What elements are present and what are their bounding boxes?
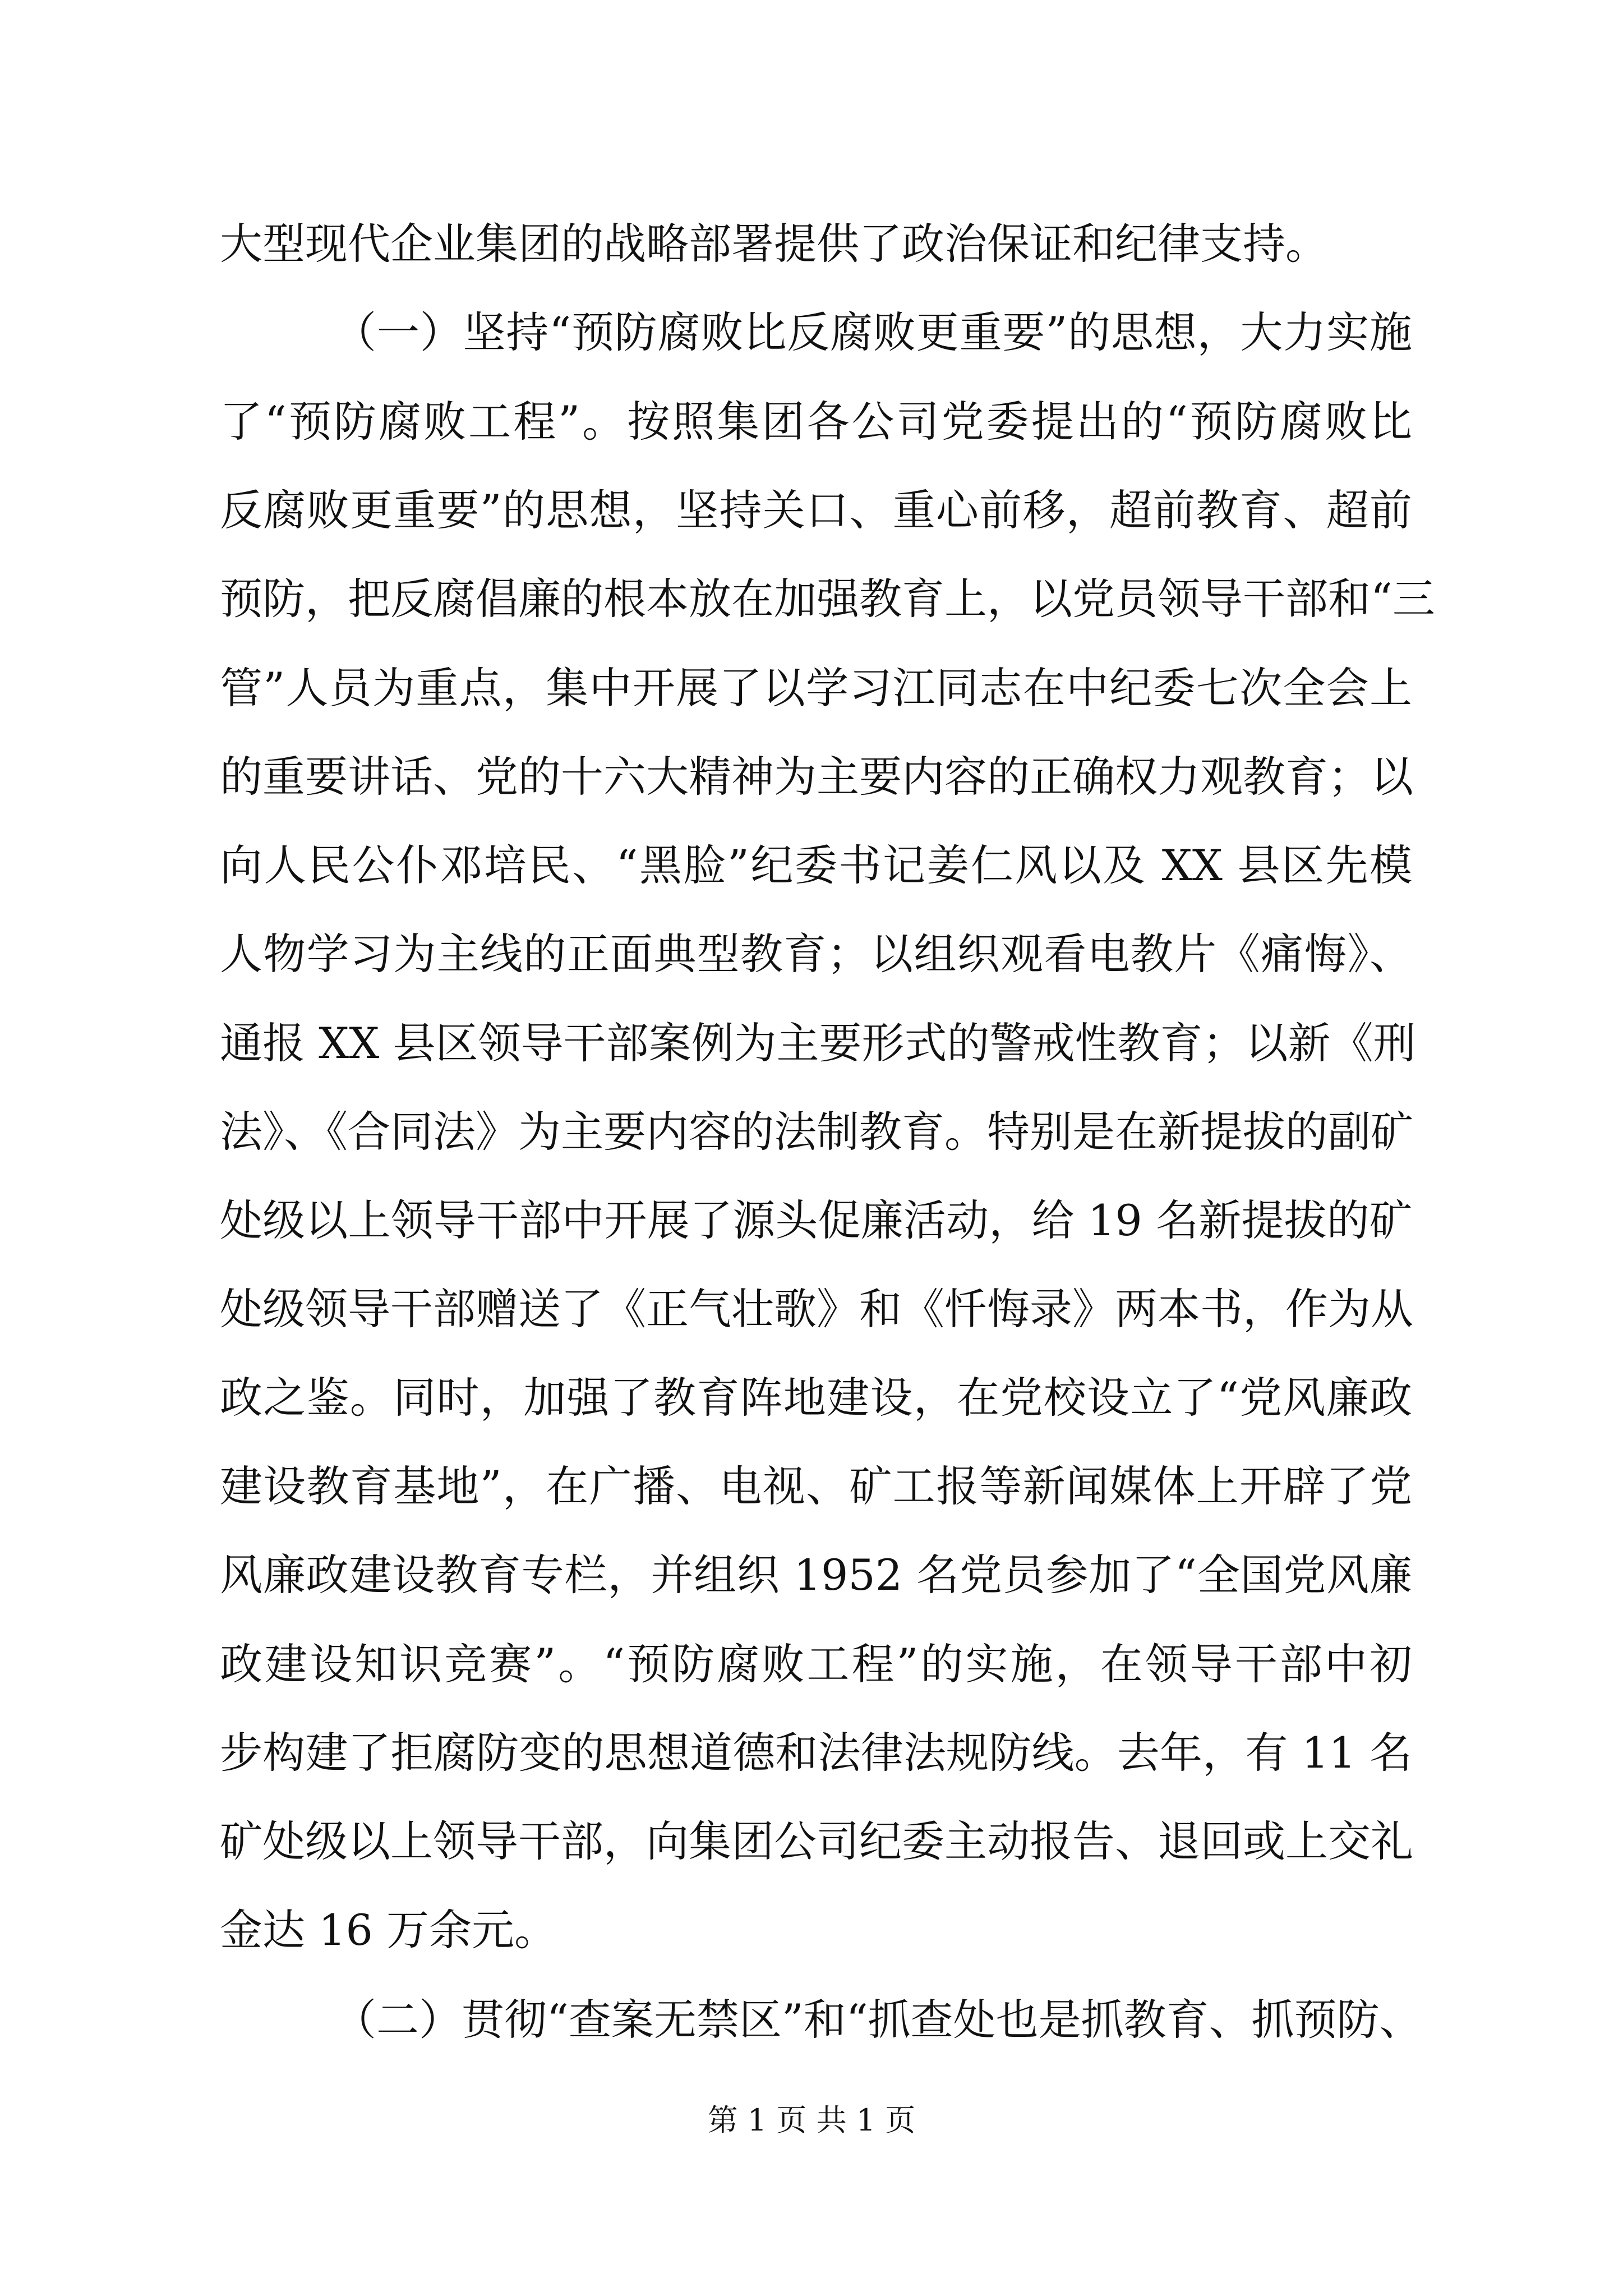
- text-line: 政之鉴。同时，加强了教育阵地建设，在党校设立了“党风廉政: [220, 1373, 1412, 1423]
- text-line: 政建设知识竞赛”。“预防腐败工程”的实施，在领导干部中初: [220, 1639, 1412, 1689]
- text-line: 反腐败更重要”的思想，坚持关口、重心前移，超前教育、超前: [220, 485, 1412, 535]
- text-line: 风廉政建设教育专栏，并组织 1952 名党员参加了“全国党风廉: [220, 1550, 1412, 1600]
- text-line: 了“预防腐败工程”。按照集团各公司党委提出的“预防腐败比: [220, 397, 1412, 447]
- text-line: 管”人员为重点，集中开展了以学习江同志在中纪委七次全会上: [220, 663, 1412, 713]
- text-line: 向人民公仆邓培民、“黑脸”纪委书记姜仁风以及 XX 县区先模: [220, 840, 1412, 890]
- text-line: 建设教育基地”，在广播、电视、矿工报等新闻媒体上开辟了党: [220, 1461, 1412, 1511]
- text-line: 大型现代企业集团的战略部署提供了政治保证和纪律支持。: [220, 219, 1328, 269]
- text-line: 矿处级以上领导干部，向集团公司纪委主动报告、退回或上交礼: [220, 1816, 1413, 1866]
- text-line: 步构建了拒腐防变的思想道德和法律法规防线。去年，有 11 名: [220, 1728, 1412, 1778]
- text-line: 处级领导干部赠送了《正气壮歌》和《忏悔录》两本书，作为从: [220, 1284, 1413, 1334]
- text-line: 法》、《合同法》为主要内容的法制教育。特别是在新提拔的副矿: [220, 1107, 1413, 1157]
- page-number-footer: 第 1 页 共 1 页: [707, 2102, 916, 2138]
- text-line: 预防，把反腐倡廉的根本放在加强教育上，以党员领导干部和“三: [220, 574, 1435, 624]
- paragraph-heading-line: （二）贯彻“查案无禁区”和“抓查处也是抓教育、抓预防、: [334, 1995, 1422, 2045]
- text-line: 金达 16 万余元。: [220, 1905, 557, 1955]
- text-line: 人物学习为主线的正面典型教育；以组织观看电教片《痛悔》、: [220, 929, 1412, 979]
- paragraph-heading-line: （一）坚持“预防腐败比反腐败更重要”的思想，大力实施: [334, 307, 1412, 357]
- text-line: 通报 XX 县区领导干部案例为主要形式的警戒性教育；以新《刑: [220, 1018, 1416, 1068]
- text-line: 的重要讲话、党的十六大精神为主要内容的正确权力观教育；以: [220, 752, 1413, 802]
- text-line: 处级以上领导干部中开展了源头促廉活动，给 19 名新提拔的矿: [220, 1195, 1412, 1245]
